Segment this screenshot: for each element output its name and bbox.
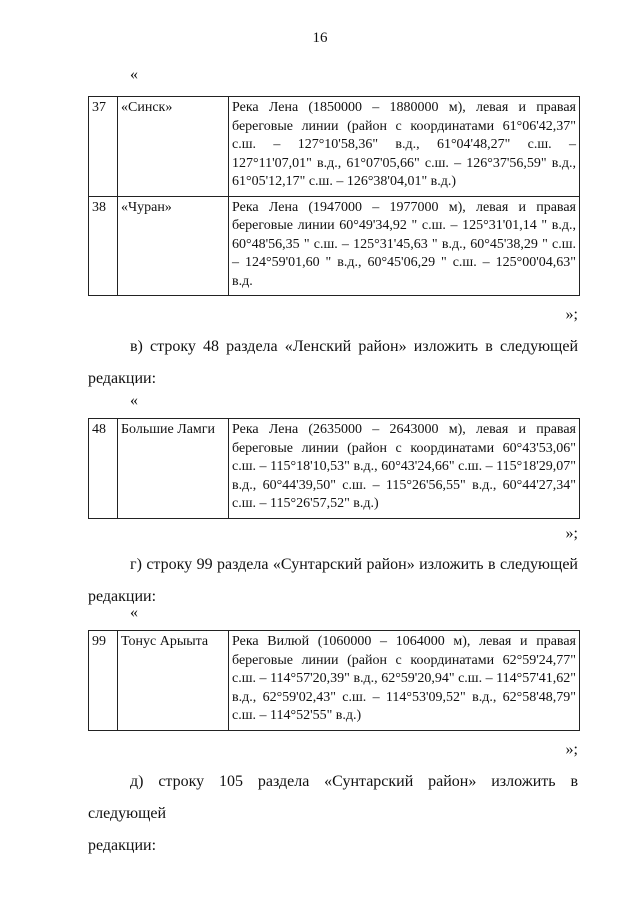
table-row bbox=[89, 631, 580, 731]
site-description: Река Лена (2635000 – 2643000 м), левая и правая береговые линии (район с координатами 60°43'53,06" с.ш. – 115°18'10,53" в.д., 60°43'24,66" с.ш. – 115°18'29,07" в.д., 60°44'39,50" с.ш. – 115°26'56,55" в.д., 60°44'27,34" с.ш. – 115°26'57,52" в.д.) bbox=[229, 419, 580, 519]
paragraph-v bbox=[88, 331, 578, 395]
paragraph-text-cont: редакции: bbox=[88, 588, 157, 605]
table-row bbox=[89, 196, 580, 296]
paragraph-text-cont: редакции: bbox=[88, 370, 157, 387]
site-description: Река Вилюй (1060000 – 1064000 м), левая и правая береговые линии (район с координатами 62°59'24,77" с.ш. – 114°57'20,39" в.д., 62°59'20,94" с.ш. – 114°57'41,62" в.д., 62°59'02,43" с.ш. – 114°53'09,52" в.д., 62°58'48,79" с.ш. – 114°52'55" в.д.) bbox=[229, 631, 580, 731]
row-number: 99 bbox=[89, 631, 118, 731]
closing-quote: »; bbox=[565, 525, 578, 542]
site-description: Река Лена (1850000 – 1880000 м), левая и правая береговые линии (район с координатами 61°06'42,37" с.ш. – 127°10'58,36" в.д., 61°04'48,27" с.ш. – 127°11'07,01" в.д., 61°07'05,66" с.ш. – 126°37'56,59" в.д., 61°05'12,17" с.ш. – 126°38'04,01" в.д.) bbox=[229, 97, 580, 197]
table-bolshie-lamgi bbox=[88, 418, 580, 519]
opening-quote: « bbox=[130, 66, 138, 83]
site-name: Тонус Арыыта bbox=[118, 631, 229, 731]
paragraph-d bbox=[88, 766, 578, 862]
table-row bbox=[89, 419, 580, 519]
site-name: Большие Ламги bbox=[118, 419, 229, 519]
site-name: «Синск» bbox=[118, 97, 229, 197]
opening-quote: « bbox=[130, 604, 138, 621]
paragraph-text-cont: редакции: bbox=[88, 837, 157, 854]
paragraph-text: г) строку 99 раздела «Сунтарский район» изложить в следующей bbox=[130, 556, 578, 573]
site-description: Река Лена (1947000 – 1977000 м), левая и правая береговые линии 60°49'34,92 " с.ш. – 125°31'01,14 " в.д., 60°48'56,35 " с.ш. – 125°31'45,63 " в.д., 60°45'38,29 " с.ш. – 124°59'01,60 " в.д., 60°45'06,29 " с.ш. – 125°00'04,63" в.д. bbox=[229, 196, 580, 296]
table-tonus-aryyta bbox=[88, 630, 580, 731]
paragraph-g bbox=[88, 549, 578, 613]
table-sinsk-churan bbox=[88, 96, 580, 296]
row-number: 37 bbox=[89, 97, 118, 197]
table-row bbox=[89, 97, 580, 197]
row-number: 48 bbox=[89, 419, 118, 519]
closing-quote: »; bbox=[565, 741, 578, 758]
opening-quote: « bbox=[130, 392, 138, 409]
row-number: 38 bbox=[89, 196, 118, 296]
closing-quote: »; bbox=[565, 306, 578, 323]
site-name: «Чуран» bbox=[118, 196, 229, 296]
paragraph-text: в) строку 48 раздела «Ленский район» изложить в следующей bbox=[130, 338, 578, 355]
page-number: 16 bbox=[312, 30, 328, 46]
paragraph-text: д) строку 105 раздела «Сунтарский район» изложить в следующей bbox=[88, 773, 578, 822]
